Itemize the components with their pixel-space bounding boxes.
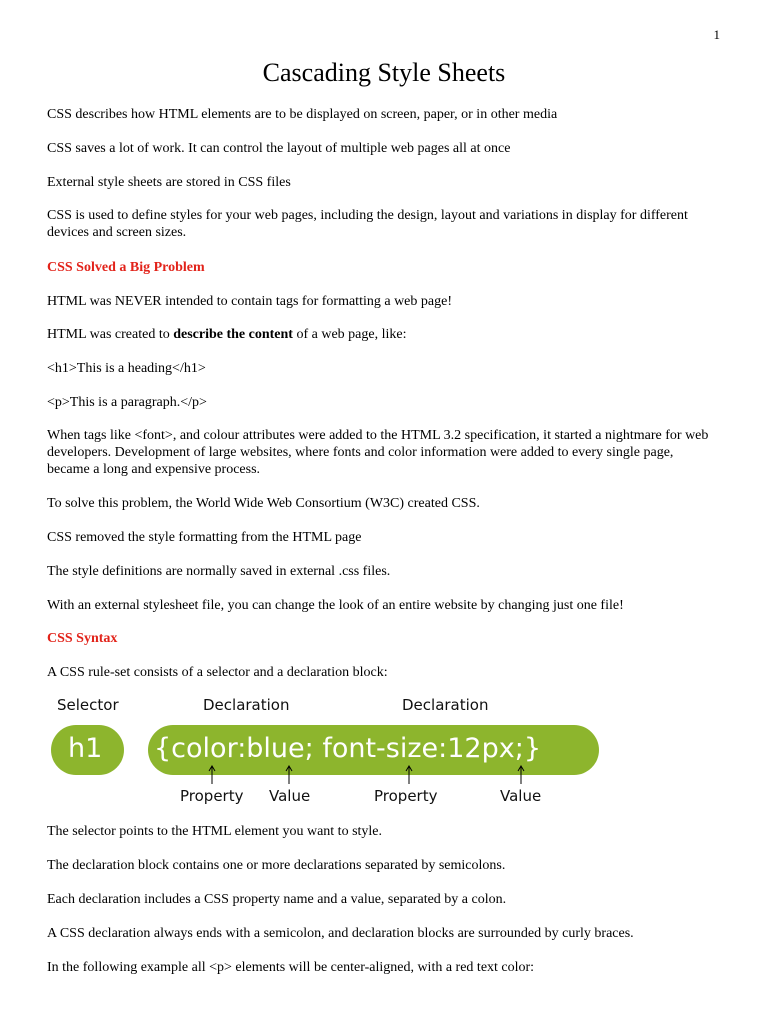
problem-paragraph-1: HTML was NEVER intended to contain tags for formatting a web page! xyxy=(47,294,452,309)
section-heading-syntax: CSS Syntax xyxy=(47,631,118,646)
syntax-paragraph-3: The declaration block contains one or more declarations separated by semicolons. xyxy=(47,858,506,873)
intro-paragraph-4: CSS is used to define styles for your web pages, including the design, layout and variations in display for different devices and screen sizes. xyxy=(47,208,688,240)
problem-paragraph-7: With an external stylesheet file, you can change the look of an entire website by changing just one file! xyxy=(47,598,624,613)
section-heading-problem: CSS Solved a Big Problem xyxy=(47,260,205,275)
property-label-2: Property xyxy=(374,787,438,805)
code-example-paragraph: <p>This is a paragraph.</p> xyxy=(47,395,207,410)
property-arrow-2 xyxy=(404,764,414,784)
declaration-label-1: Declaration xyxy=(203,696,290,714)
property-arrow-1 xyxy=(207,764,217,784)
declaration-label-2: Declaration xyxy=(402,696,489,714)
property-label-1: Property xyxy=(180,787,244,805)
syntax-paragraph-4: Each declaration includes a CSS property name and a value, separated by a colon. xyxy=(47,892,507,907)
syntax-paragraph-6: In the following example all <p> elements will be center-aligned, with a red text color: xyxy=(47,960,535,975)
syntax-paragraph-5: A CSS declaration always ends with a semicolon, and declaration blocks are surrounded by curly braces. xyxy=(47,926,634,941)
value-arrow-2 xyxy=(516,764,526,784)
problem-paragraph-2-start: HTML was created to xyxy=(47,327,174,342)
syntax-paragraph-2: The selector points to the HTML element you want to style. xyxy=(47,824,383,839)
selector-label: Selector xyxy=(57,696,119,714)
page-title: Cascading Style Sheets xyxy=(262,58,506,87)
problem-paragraph-6: The style definitions are normally saved in external .css files. xyxy=(47,564,391,579)
problem-paragraph-4: To solve this problem, the World Wide Web Consortium (W3C) created CSS. xyxy=(47,496,480,511)
problem-paragraph-5: CSS removed the style formatting from the HTML page xyxy=(47,530,362,545)
value-label-1: Value xyxy=(269,787,311,805)
code-example-heading: <h1>This is a heading</h1> xyxy=(47,361,206,376)
intro-paragraph-1: CSS describes how HTML elements are to be displayed on screen, paper, or in other media xyxy=(47,107,558,122)
css-syntax-diagram xyxy=(47,690,607,815)
selector-code: h1 xyxy=(68,733,103,764)
problem-paragraph-2-end: of a web page, like: xyxy=(292,327,407,342)
value-label-2: Value xyxy=(500,787,542,805)
value-arrow-1 xyxy=(284,764,294,784)
intro-paragraph-3: External style sheets are stored in CSS files xyxy=(47,175,291,190)
page-number: 1 xyxy=(713,27,720,42)
describe-content-emphasis: describe the content xyxy=(173,327,293,342)
declaration-code: {color:blue; font-size:12px;} xyxy=(154,733,541,764)
problem-paragraph-2 xyxy=(47,326,719,343)
syntax-paragraph-1: A CSS rule-set consists of a selector and a declaration block: xyxy=(47,665,388,680)
problem-paragraph-3: When tags like <font>, and colour attributes were added to the HTML 3.2 specification, it started a nightmare for web developers. Development of large websites, where fonts and color information were added to every single page, became a long and expensive process. xyxy=(47,428,709,477)
intro-paragraph-2: CSS saves a lot of work. It can control the layout of multiple web pages all at once xyxy=(47,141,511,156)
